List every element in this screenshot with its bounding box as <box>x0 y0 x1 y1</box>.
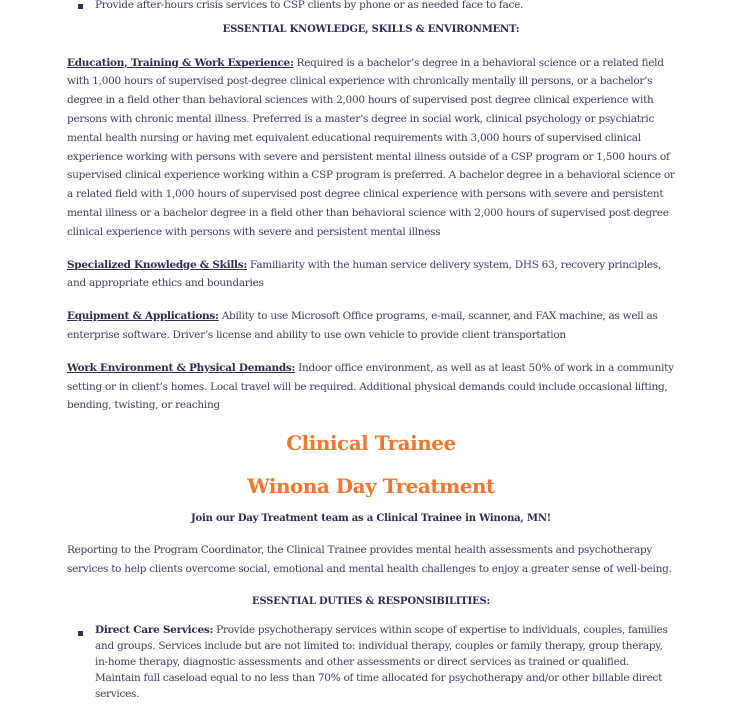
job-title: Clinical Trainee <box>286 431 456 456</box>
duty-text: Provide psychotherapy services within scope of expertise to individuals, couples, families and groups. Services include but are not limited to: individual therapy, couples or family therapy, group therapy, in-home therapy, diagnostic assessments and other assessments or direct services as trained or qualified. Maintain full caseload equal to no less than 70% of time allocated for psychotherapy and/or other billable direct services. <box>95 624 668 700</box>
duties-heading: ESSENTIAL DUTIES & RESPONSIBILITIES: <box>251 595 491 607</box>
list-item <box>95 623 675 702</box>
environment-label: Work Environment & Physical Demands: <box>67 361 296 374</box>
bullet-text: Provide after-hours crisis services to CSP clients by phone or as needed face to face. <box>95 0 524 11</box>
specialized-paragraph <box>67 256 675 294</box>
job-location-title: Winona Day Treatment <box>247 474 495 499</box>
square-bullet-icon <box>78 631 83 636</box>
duty-label: Direct Care Services: <box>95 624 214 637</box>
specialized-label: Specialized Knowledge & Skills: <box>67 258 247 271</box>
knowledge-skills-heading: ESSENTIAL KNOWLEDGE, SKILLS & ENVIRONMENT: <box>222 23 520 35</box>
education-paragraph <box>67 54 675 242</box>
equipment-text: Ability to use Microsoft Office programs, e-mail, scanner, and FAX machine, as well as enterprise software. Driver’s license and ability to use own vehicle to provide client transportation <box>67 310 658 341</box>
intro-paragraph: Reporting to the Program Coordinator, the Clinical Trainee provides mental health assessments and psychotherapy services to help clients overcome social, emotional and mental health challenges to enjoy a greater sense of well-being. <box>67 543 672 575</box>
environment-paragraph <box>67 359 675 415</box>
specialized-text: Familiarity with the human service delivery system, DHS 63, recovery principles, and appropriate ethics and boundaries <box>67 258 661 290</box>
join-tagline: Join our Day Treatment team as a Clinical Trainee in Winona, MN! <box>191 513 551 525</box>
education-text: Required is a bachelor’s degree in a behavioral science or a related field with 1,000 hours of supervised post-degree clinical experience with chronically mentally ill persons, or a bachelor’s degree in a field other than behavioral sciences with 2,000 hours of supervised post degree clinical experience with persons with chronic mental illness. Preferred is a master’s degree in social work, clinical psychology or psychiatric mental health nursing or having met equivalent educational requirements with 3,000 hours of supervised clinical experience working with persons with severe and persistent mental illness outside of a CSP program or 1,500 hours of supervised clinical experience working within a CSP program is preferred. A bachelor degree in a behavioral science or a related field with 1,000 hours of supervised post degree clinical experience with persons with severe and persistent mental illness or a bachelor degree in a field other than behavioral science with 2,000 hours of supervised post degree clinical experience with persons with severe and persistent mental illness <box>67 56 675 238</box>
equipment-paragraph <box>67 307 675 345</box>
crisis-bullet-list <box>67 0 675 15</box>
environment-text: Indoor office environment, as well as at least 50% of work in a community setting or in client’s homes. Local travel will be required. Additional physical demands could include occasional lifting, bending, twisting, or reaching <box>67 361 674 412</box>
duties-list <box>67 623 675 702</box>
equipment-label: Equipment & Applications: <box>67 310 219 323</box>
square-bullet-icon <box>78 4 83 9</box>
education-label: Education, Training & Work Experience: <box>67 56 294 69</box>
job-posting-document <box>67 0 675 702</box>
list-item <box>95 0 675 15</box>
